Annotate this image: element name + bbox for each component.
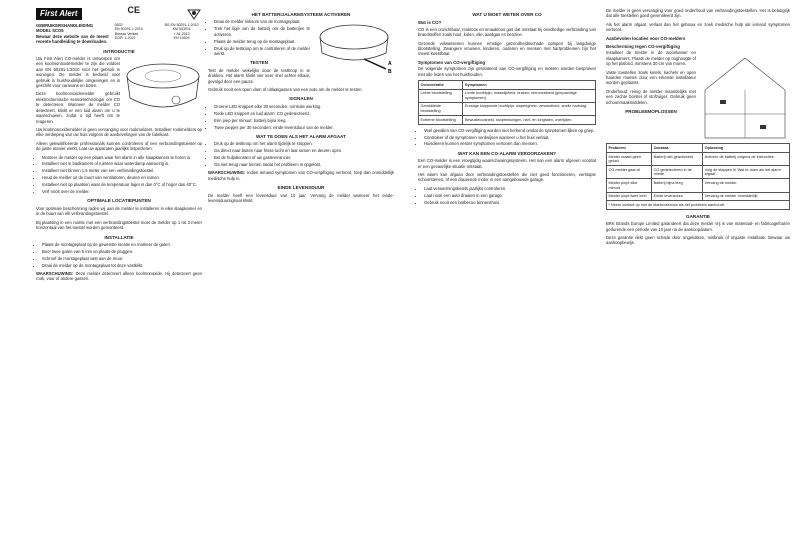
- paragraph: Deze koolmonoxidemelder gebruikt elektrochemische sensortechnologie om CO te detecteren. Wanneer de melder CO detecteert, klinkt er een luid alarm om u te waarschuwen, zodat u tijd heeft om te reageren.: [36, 91, 120, 124]
- table-cell: Gemiddelde blootstelling: [419, 102, 463, 115]
- cert-line: KM 543911: [172, 27, 191, 32]
- header: [36, 5, 202, 20]
- paragraph: Gebruik nooit een open vlam of uitlaatgassen van een auto om de melder te testen.: [208, 86, 363, 92]
- list-item: • Veel gevallen van CO-vergiftiging worden niet herkend omdat de symptomen lijken op griep.: [424, 128, 596, 133]
- table-row: [419, 116, 596, 125]
- paragraph: CO is een onzichtbaar, reukloos en smaakloos gas dat ontstaat bij onvolledige verbranding van brandstoffen zoals hout, kolen, olie, aardgas en benzine.: [418, 26, 596, 38]
- table-cell: Melder piept elke minuut: [607, 179, 652, 192]
- subheading: Symptomen van CO-vergiftiging: [418, 59, 486, 65]
- section-heading: SIGNALEN: [289, 96, 313, 102]
- table-cell: CO-melder gaat af: [607, 166, 652, 179]
- section-heading: EINDE LEVENSDUUR: [277, 185, 325, 191]
- list-item: • Boor twee gaten van 5 mm en plaats de pluggen.: [42, 249, 202, 254]
- section-heading: WAT KAN EEN CO-ALARM VEROORZAKEN?: [458, 150, 556, 156]
- paragraph: Installeer de melder in de woonkamer en slaapkamers. Plaats de melder op ooghoogte of op het plafond, minstens 30 cm van muren.: [606, 50, 696, 67]
- paragraph: Deze garantie dekt geen schade door ongelukken, misbruik of onjuiste installatie. Bewaar uw aankoopbewijs.: [606, 235, 790, 246]
- list-item: • Laat nooit een auto draaien in een garage.: [424, 193, 596, 198]
- table-header: Symptomen: [463, 81, 596, 90]
- header-note: Bewaar deze website van de meest recente handleiding te downloaden.: [36, 33, 109, 45]
- house-diagram: [700, 50, 790, 140]
- table-footnote: * Neem contact op met de klantenservice als het probleem aanhoudt.: [607, 201, 790, 210]
- brand-logo: First Alert: [36, 8, 82, 20]
- list-item: • Laat verwarmingsketels jaarlijks controleren.: [424, 186, 596, 191]
- warning-label: WAARSCHUWING:: [208, 170, 246, 176]
- table-cell: Lichte blootstelling: [419, 89, 463, 102]
- troubleshooting-table: [606, 143, 790, 209]
- list: [42, 242, 202, 268]
- cert-line: DOP: 1-2021: [114, 36, 136, 41]
- kitemark-icon: [186, 8, 202, 20]
- list-item: • Installeer niet in badkamers of ruimten waar waterdamp aanwezig is.: [42, 161, 202, 166]
- list-item: • Eén piep per minuut: batterij bijna leeg.: [214, 118, 394, 123]
- list-item: • Druk op de testknop om het alarm tijdelijk te stoppen.: [214, 141, 394, 146]
- paragraph: Alleen gekwalificeerde professionals kunnen controleren of een verbrandingstoestel op de juiste manier werkt. Laat uw apparaten jaarlijks inspecteren.: [36, 140, 202, 152]
- label-a: A: [388, 61, 392, 68]
- list-item: • Installeer niet binnen 1,5 meter van een verbrandingstoestel.: [42, 168, 202, 173]
- label-b: B: [388, 69, 392, 76]
- paragraph: Voor optimale bescherming raden wij aan de melder te installeren in elke slaapkamer en in de buurt van elk verbrandingstoestel.: [36, 205, 202, 217]
- table-cell: Einde levensduur: [652, 192, 703, 201]
- warning-text: Indien iemand symptomen van CO-vergiftiging vertoont, roep dan onmiddellijk medische hulp in.: [208, 170, 395, 181]
- list-item: • Plaats de melder terug op de montageplaat.: [214, 39, 394, 44]
- list-item: • Bel de hulpdiensten of uw gasleverancier.: [214, 155, 394, 160]
- table-cell: Lichte hoofdpijn, misselijkheid, braken, vermoeidheid (griepachtige symptomen).: [463, 89, 596, 102]
- paragraph: Vaste toestellen zoals ketels, kachels en open haarden moeten door een erkende installateur worden geplaatst.: [606, 69, 696, 86]
- paragraph: Onderhoud: reinig de melder maandelijks met een zachte borstel of stofzuiger. Gebruik geen schoonmaakmiddelen.: [606, 88, 696, 105]
- list-item: • Trek het lipje van de batterij om de batterijen te activeren.: [214, 26, 394, 37]
- table-cell: Vervang de melder onmiddellijk.: [703, 192, 790, 201]
- battery-illustration: [314, 19, 394, 79]
- section-heading: INTRODUCTIE: [103, 48, 135, 54]
- table-row: [607, 192, 790, 201]
- cert-line: + A1:2012: [173, 31, 190, 36]
- cert-line: EN 50291-1:2010: [114, 27, 143, 32]
- list-item: • Houd de melder uit de buurt van ventilatoren, deuren en ramen.: [42, 175, 202, 180]
- table-row: [607, 166, 790, 179]
- paragraph: Als het alarm afgaat, verlaat dan het gebouw en zoek medische hulp als iemand symptomen vertoont.: [606, 21, 790, 33]
- column-3: [418, 8, 596, 208]
- cert-line: BS EN 50291-1:2010: [164, 23, 199, 27]
- list-item: • Rode LED knippert en luid alarm: CO gedetecteerd.: [214, 111, 394, 116]
- table-header: Probleem: [607, 144, 652, 153]
- detector-illustration: [124, 56, 202, 118]
- list-item: • Twee piepjes per 30 seconden: einde levensduur van de melder.: [214, 125, 394, 130]
- section-heading: WAT U MOET WETEN OVER CO: [472, 12, 542, 17]
- subheading: Bescherming tegen CO-vergiftiging: [606, 44, 680, 50]
- list-item: • Huisdieren kunnen eerder symptomen vertonen dan mensen.: [424, 141, 596, 146]
- table-row: [419, 102, 596, 115]
- list-item: • Ga niet terug naar binnen totdat het probleem is opgelost.: [214, 162, 394, 167]
- cert-line: EN 14604: [173, 36, 190, 41]
- paragraph: BRK Brands Europe Limited garandeert dat deze melder vrij is van materiaal- en fabricagefouten gedurende een periode van 10 jaar na de aankoopdatum.: [606, 221, 790, 232]
- list: [214, 104, 394, 130]
- table-cell: Ernstige kloppende hoofdpijn, slaperigheid, verwardheid, snelle hartslag.: [463, 102, 596, 115]
- table-cell: Batterij niet geactiveerd: [652, 153, 703, 166]
- section-heading: PROBLEEMOPLOSSEN: [625, 109, 677, 115]
- cert-line: Bureau Veritas: [114, 31, 139, 36]
- paragraph: De volgende symptomen zijn gerelateerd aan CO-vergiftiging en moeten worden besproken met alle leden van het huishouden.: [418, 66, 596, 77]
- list-item: • Controleer of de symptomen verdwijnen wanneer u het huis verlaat.: [424, 135, 596, 140]
- warning-text: Deze melder detecteert alleen koolmonoxide. Hij detecteert geen rook, vuur of andere gassen.: [36, 271, 202, 282]
- paragraph: De melder heeft een levensduur van 10 jaar. Vervang de melder wanneer het einde-levensduursignaal klinkt.: [208, 192, 394, 204]
- ce-mark: CE: [127, 5, 140, 15]
- cert-line: 0832: [114, 23, 123, 27]
- table-header: Concentratie: [419, 81, 463, 90]
- subheading: Wat is CO?: [418, 20, 442, 26]
- table-cell: Melder maakt geen geluid: [607, 153, 652, 166]
- header-info: [36, 23, 202, 45]
- model-number: MODEL SCO5: [36, 28, 64, 34]
- list-item: • Draai de melder linksom van de montageplaat.: [214, 19, 394, 24]
- table-cell: Bewusteloosheid, stuiptrekkingen, hart- en longfalen, overlijden.: [463, 116, 596, 125]
- list-item: • Verf nooit over de melder.: [42, 189, 202, 194]
- list-item: • Plaats de montageplaat op de gewenste locatie en markeer de gaten.: [42, 242, 202, 247]
- list-item: • Druk op de testknop om te controleren of de melder werkt.: [214, 46, 394, 57]
- list: [214, 141, 394, 167]
- list-item: • Ga direct naar buiten naar frisse lucht en laat ramen en deuren open.: [214, 148, 394, 153]
- table-row: [419, 89, 596, 102]
- manual-title: GEBRUIKERSHANDLEIDING: [36, 23, 93, 28]
- list-item: • Groene LED knippert elke 30 seconden: normale werking.: [214, 104, 394, 109]
- table-cell: Activeer de batterij volgens de instructies.: [703, 153, 790, 166]
- table-cell: Volg de stappen in 'Wat te doen als het alarm afgaat'.: [703, 166, 790, 179]
- paragraph: De melder is geen vervanging voor goed onderhoud van verbrandingstoestellen. Het is belangrijk dat alle toestellen goed geventileerd zijn.: [606, 8, 790, 19]
- paragraph: Uw First Alert CO-melder is ontworpen om een koolmonoxidemelder te zijn die voldoet aan EN 50291-1:2010 voor het gebruik in woningen. De melder is bedoeld voor gebruik in huishoudelijke omgevingen en is geschikt voor caravans en boten.: [36, 56, 120, 89]
- list: [424, 128, 596, 147]
- paragraph: Test de melder wekelijks door de testknop in te drukken. Het alarm klinkt vier keer snel achter elkaar, gevolgd door een pauze.: [208, 67, 310, 84]
- list: [424, 186, 596, 205]
- table-cell: Vervang de melder.: [703, 179, 790, 192]
- section-heading: WAT TE DOEN ALS HET ALARM AFGAAT: [256, 133, 346, 139]
- column-2: [208, 8, 394, 206]
- paragraph: Een CO-melder is een vroegtijdig waarschuwingssysteem. Het kan een alarm afgeven voordat er een gevaarlijke situatie ontstaat.: [418, 158, 596, 169]
- paragraph: Uw koolmonoxidemelder is geen vervanging voor rookmelders. Installeer rookmelders op elke verdieping van uw huis volgens de aanbevelingen van de fabrikant.: [36, 126, 202, 138]
- section-heading: INSTALLATIE: [104, 234, 134, 240]
- list-item: • Draai de melder op de montageplaat tot deze vastklikt.: [42, 263, 202, 268]
- table-cell: Batterij bijna leeg: [652, 179, 703, 192]
- list-item: • Installeer niet op plaatsen waar de temperatuur lager is dan 0°C of hoger dan 40°C.: [42, 182, 202, 187]
- section-heading: GARANTIE: [686, 213, 710, 219]
- warning-label: WAARSCHUWING:: [36, 271, 74, 277]
- paragraph: Gezonde volwassenen kunnen ernstige gezondheidsschade oplopen bij langdurige blootstelling. Zwangere vrouwen, kinderen, ouderen en mensen met hartproblemen zijn het meest kwetsbaar.: [418, 40, 596, 57]
- column-1: [36, 5, 202, 285]
- table-header: Oorzaak: [652, 144, 703, 153]
- column-4: [606, 8, 790, 249]
- subheading: Aanbevolen locaties voor CO-melders: [606, 35, 686, 41]
- table-cell: Extreme blootstelling: [419, 116, 463, 125]
- list-item: • Gebruik nooit een barbecue binnenshuis.: [424, 200, 596, 205]
- paragraph: Het alarm kan afgaan door verbrandingstoestellen die niet goed functioneren, verstopte schoorstenen, of een draaiende motor in een aangebouwde garage.: [418, 172, 596, 183]
- section-heading: TESTEN: [249, 60, 269, 66]
- list: [42, 155, 202, 195]
- paragraph: Bij plaatsing in een ruimte met een verbrandingstoestel moet de melder op 1 tot 3 meter horizontaal van het toestel worden gemonteerd.: [36, 219, 202, 231]
- table-cell: Melder piept twee keer: [607, 192, 652, 201]
- table-row: [607, 153, 790, 166]
- section-heading: OPTIMALE LOCATIEPUNTEN: [87, 198, 151, 204]
- table-header: Oplossing: [703, 144, 790, 153]
- table-cell: CO gedetecteerd in de ruimte: [652, 166, 703, 179]
- symptoms-table: [418, 80, 596, 125]
- section-heading: HET BATTERIJALARMSYSTEEM ACTIVEREN: [251, 12, 351, 17]
- table-row: [607, 179, 790, 192]
- list-item: • Monteer de melder op een plaats waar het alarm in alle slaapkamers te horen is.: [42, 155, 202, 160]
- list-item: • Schroef de montageplaat vast aan de muur.: [42, 256, 202, 261]
